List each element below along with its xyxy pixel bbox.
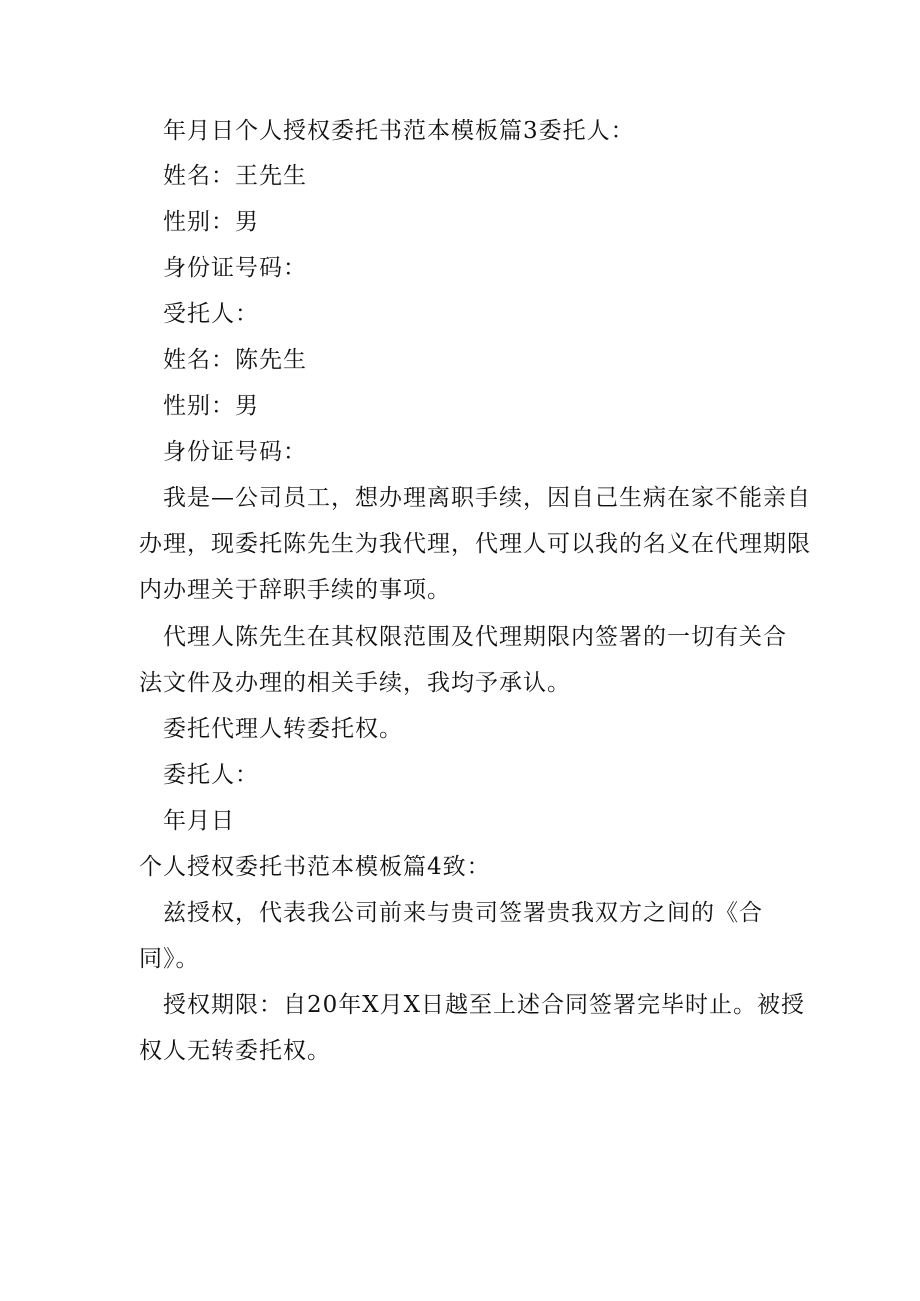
agent-name: 姓名：陈先生 — [163, 347, 307, 373]
principal-gender: 性别：男 — [163, 209, 259, 235]
body-paragraph-line: 授权期限：自20年X月X日越至上述合同签署完毕时止。被授 — [163, 992, 806, 1018]
section-3-heading: 年月日个人授权委托书范本模板篇3委托人： — [163, 118, 635, 144]
agent-gender: 性别：男 — [163, 393, 259, 419]
body-paragraph-line: 法文件及办理的相关手续，我均予承认。 — [139, 670, 571, 696]
body-paragraph-line: 办理，现委托陈先生为我代理，代理人可以我的名义在代理期限 — [139, 531, 811, 557]
delegation-clause: 委托代理人转委托权。 — [163, 716, 403, 742]
body-paragraph-line: 我是—公司员工，想办理离职手续，因自己生病在家不能亲自 — [163, 485, 811, 511]
body-paragraph-line: 内办理关于辞职手续的事项。 — [139, 577, 451, 603]
body-paragraph-line: 同》。 — [139, 946, 200, 972]
agent-label: 受托人： — [163, 301, 259, 327]
body-paragraph-line: 权人无转委托权。 — [139, 1038, 331, 1064]
body-paragraph-line: 代理人陈先生在其权限范围及代理期限内签署的一切有关合 — [163, 624, 787, 650]
principal-name: 姓名：王先生 — [163, 163, 307, 189]
agent-id-number: 身份证号码： — [163, 439, 307, 465]
body-paragraph-line: 兹授权，代表我公司前来与贵司签署贵我双方之间的《合 — [163, 900, 763, 926]
date-line: 年月日 — [163, 808, 235, 834]
section-4-heading: 个人授权委托书范本模板篇4致： — [139, 854, 491, 880]
principal-signature-label: 委托人： — [163, 762, 259, 788]
principal-id-number: 身份证号码： — [163, 255, 307, 281]
